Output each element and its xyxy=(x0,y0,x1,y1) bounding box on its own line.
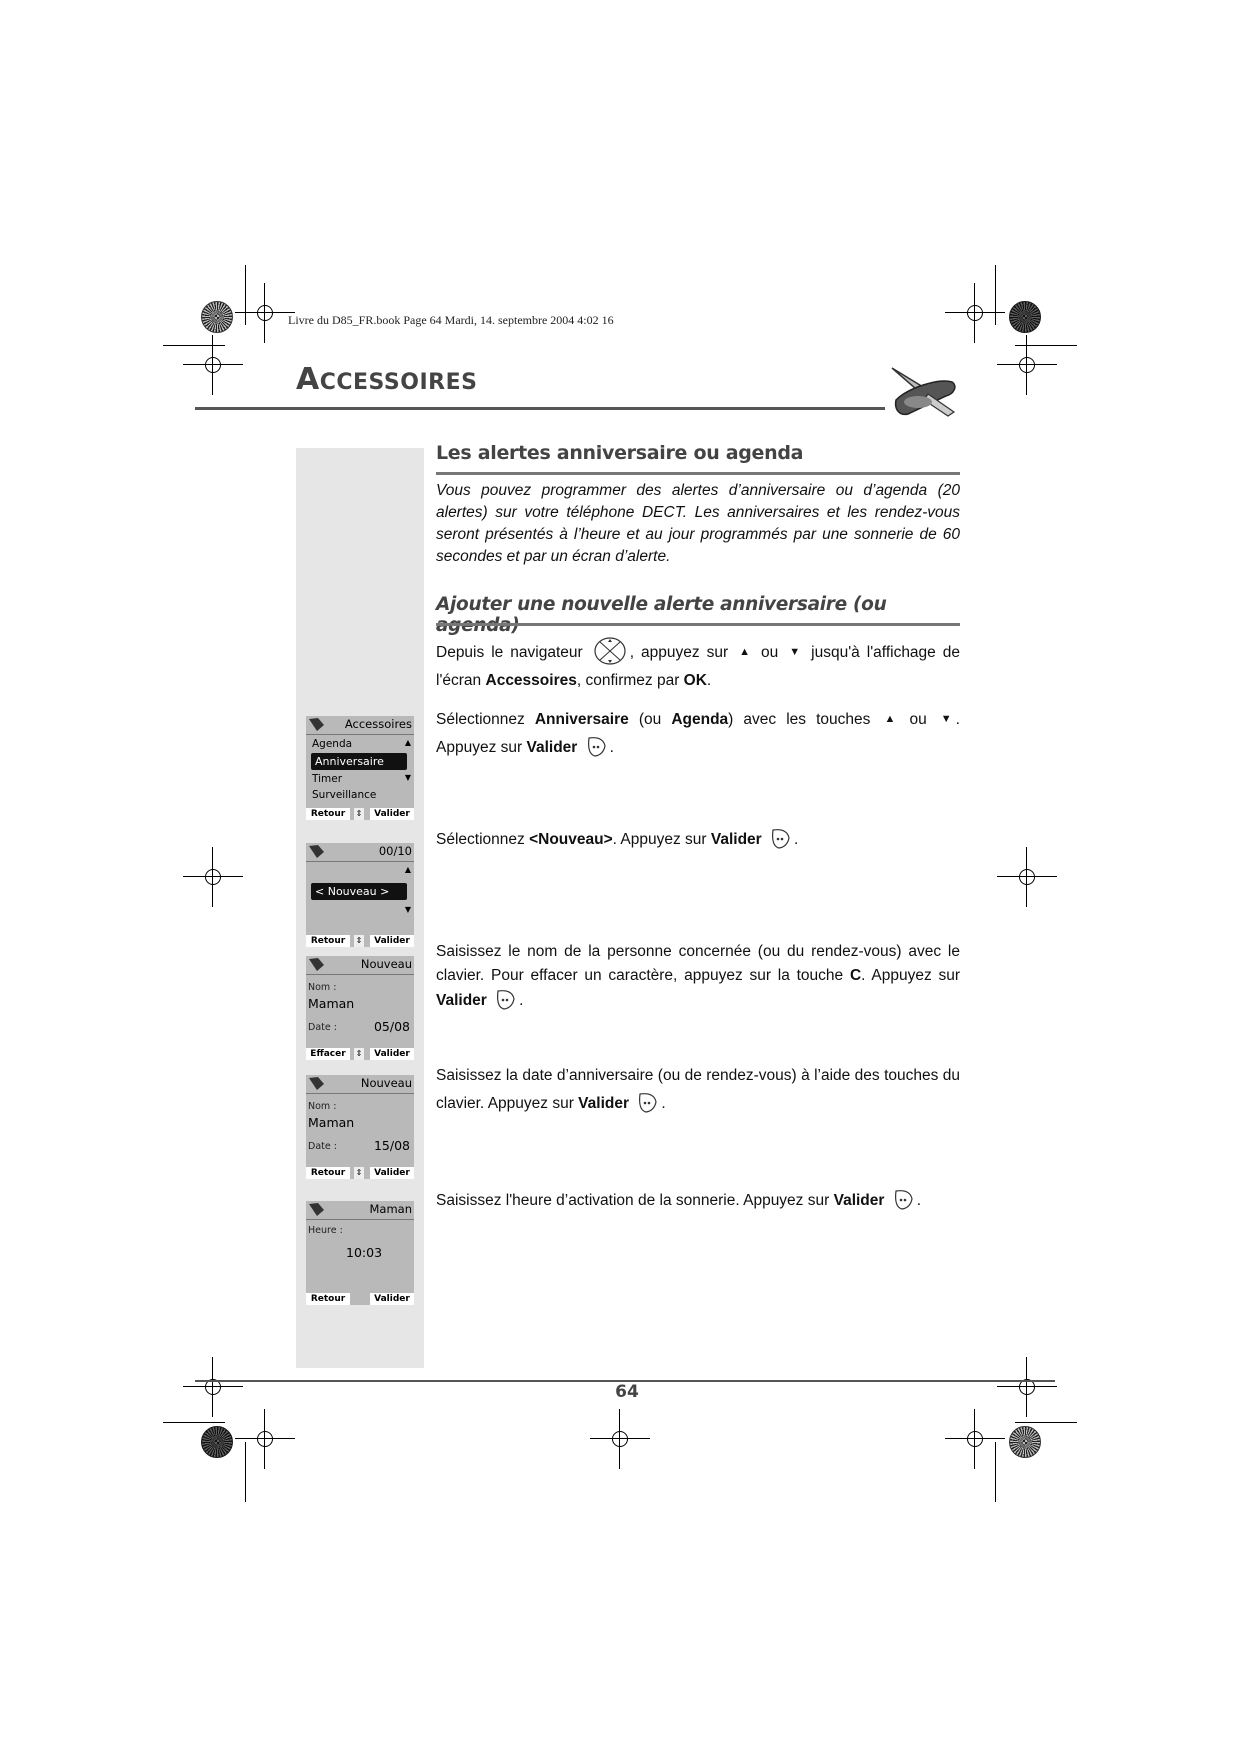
softkey-retour: Retour xyxy=(306,1167,350,1179)
valider-key-icon xyxy=(636,1091,658,1113)
scroll-down-icon: ▼ xyxy=(404,905,411,914)
screen-title: 00/10 xyxy=(378,844,412,858)
heading-alerts: Les alertes anniversaire ou agenda xyxy=(436,442,804,464)
softkey-retour: Retour xyxy=(306,1293,350,1305)
step-text: , confirmez par xyxy=(576,672,680,689)
softkey-valider: Valider xyxy=(370,808,414,820)
registration-mark xyxy=(1007,1367,1047,1407)
section-rule xyxy=(195,407,885,410)
registration-mark xyxy=(193,1367,233,1407)
step-2 xyxy=(436,705,960,762)
section-title xyxy=(296,362,477,397)
time-label: Heure : xyxy=(308,1225,343,1236)
step-keyword: Valider xyxy=(436,992,487,1009)
step-text: . xyxy=(661,1095,666,1112)
registration-mark xyxy=(1007,345,1047,385)
step-keyword: Anniversaire xyxy=(534,711,629,728)
heading-rule xyxy=(436,472,960,475)
screen-header xyxy=(306,843,414,862)
phone-screen-name-entry xyxy=(306,956,414,1060)
phone-screen-new xyxy=(306,843,414,947)
handset-icon xyxy=(308,1202,326,1217)
step-text: . Appuyez sur xyxy=(612,831,707,848)
handset-icon xyxy=(308,957,326,972)
softkey-effacer: Effacer xyxy=(306,1048,350,1060)
step-text: jusqu'à l'affichage de l'écran xyxy=(436,644,961,689)
screen-title: Nouveau xyxy=(360,957,412,971)
heading-add-alert: Ajouter une nouvelle alerte anniversaire (ou xyxy=(436,594,887,615)
print-info-line: Livre du D85_FR.book Page 64 Mardi, 14. septembre 2004 4:02 16 xyxy=(288,313,614,327)
step-text: . Appuyez sur xyxy=(861,967,961,984)
date-label: Date : xyxy=(308,1022,337,1033)
date-value: 05/08 xyxy=(373,1019,410,1034)
registration-mark xyxy=(193,857,233,897)
screen-footer xyxy=(306,1166,414,1179)
step-keyword: Valider xyxy=(526,739,578,756)
registration-mark xyxy=(600,1419,640,1459)
step-1 xyxy=(436,636,960,695)
step-text: ) avec les touches xyxy=(728,711,871,728)
screen-header xyxy=(306,1075,414,1094)
handset-icon xyxy=(308,844,326,859)
step-keyword: Valider xyxy=(578,1095,630,1112)
step-text: ou xyxy=(761,644,779,661)
valider-key-icon xyxy=(769,827,791,849)
valider-key-icon xyxy=(585,735,607,757)
up-arrow-icon: ▲ xyxy=(739,646,750,658)
name-label: Nom : xyxy=(308,1101,337,1112)
step-text: ou xyxy=(909,711,927,728)
step-keyword: Agenda xyxy=(671,711,729,728)
scroll-up-icon: ▲ xyxy=(404,738,411,747)
step-4 xyxy=(436,940,960,1013)
registration-mark xyxy=(955,293,995,333)
phone-screen-time-entry xyxy=(306,1201,414,1305)
step-text: . Appuyez sur xyxy=(436,711,960,756)
step-text: Sélectionnez xyxy=(436,711,525,728)
page-number: 64 xyxy=(615,1382,639,1402)
crop-mark xyxy=(163,1422,225,1423)
registration-mark xyxy=(955,1419,995,1459)
registration-mark xyxy=(1007,857,1047,897)
intro-paragraph: Vous pouvez programmer des alertes d’anniversaire ou d’agenda (20 alertes) sur votre téléphone DECT. Les anniversaires et les rendez-vous seront présentés à l’heure et au jour programmés par une sonnerie de 60 secondes et par un écran d’alerte. xyxy=(436,482,960,565)
color-wheel-icon xyxy=(1009,1426,1041,1458)
down-arrow-icon: ▼ xyxy=(940,713,952,725)
section-title-initial: A xyxy=(296,362,320,397)
crop-mark xyxy=(995,265,996,325)
menu-item-timer: Timer xyxy=(312,773,343,785)
valider-key-icon xyxy=(494,988,516,1010)
handset-icon xyxy=(308,1076,326,1091)
registration-mark xyxy=(193,345,233,385)
softkey-retour: Retour xyxy=(306,808,350,820)
softkey-valider: Valider xyxy=(370,1048,414,1060)
step-keyword: C xyxy=(849,967,862,984)
phone-screen-date-entry xyxy=(306,1075,414,1179)
crop-mark xyxy=(1015,1422,1077,1423)
name-value: Maman xyxy=(308,996,355,1011)
step-keyword: <Nouveau> xyxy=(529,831,613,848)
menu-item-surveillance: Surveillance xyxy=(312,789,377,801)
updown-arrows-icon: ⇕ xyxy=(355,809,363,818)
step-keyword: Valider xyxy=(710,831,762,848)
step-text: Depuis le navigateur xyxy=(436,644,583,661)
up-arrow-icon: ▲ xyxy=(884,713,896,725)
screen-header xyxy=(306,1201,414,1220)
name-value: Maman xyxy=(308,1115,355,1130)
color-wheel-icon xyxy=(201,301,233,333)
softkey-valider: Valider xyxy=(370,1293,414,1305)
valider-key-icon xyxy=(892,1188,914,1210)
scroll-down-icon: ▼ xyxy=(404,773,411,782)
screen-footer xyxy=(306,807,414,820)
step-text: Saisissez le nom de la personne concernée (ou du rendez-vous) avec le clavier. Pour effacer un caractère, appuyez sur la touche xyxy=(436,943,960,984)
scroll-up-icon: ▲ xyxy=(404,865,411,874)
color-wheel-icon xyxy=(1009,301,1041,333)
step-text: . xyxy=(706,672,712,689)
menu-item-anniversaire: Anniversaire xyxy=(311,753,407,770)
heading-rule xyxy=(436,623,960,626)
handset-icon xyxy=(308,717,326,732)
down-arrow-icon: ▼ xyxy=(789,646,801,658)
step-3 xyxy=(436,826,960,854)
step-keyword: Valider xyxy=(833,1192,885,1209)
softkey-valider: Valider xyxy=(370,1167,414,1179)
color-wheel-icon xyxy=(201,1426,233,1458)
screen-header xyxy=(306,716,414,735)
step-text: . xyxy=(609,739,614,756)
updown-arrows-icon: ⇕ xyxy=(355,936,363,945)
screen-footer xyxy=(306,1292,414,1305)
step-text: . xyxy=(916,1192,922,1209)
step-text: . xyxy=(794,831,799,848)
swiss-knife-icon xyxy=(888,360,960,422)
step-text: Saisissez la date d’anniversaire (ou de rendez-vous) à l’aide des touches du clavier. Appuyez sur xyxy=(436,1067,960,1112)
name-label: Nom : xyxy=(308,982,337,993)
date-value: 15/08 xyxy=(373,1138,410,1153)
screen-title: Accessoires xyxy=(344,717,412,731)
registration-mark xyxy=(245,1419,285,1459)
section-title-rest: CCESSOIRES xyxy=(319,370,478,395)
phone-screen-accessories xyxy=(306,716,414,820)
screen-footer xyxy=(306,934,414,947)
step-keyword: OK xyxy=(683,672,707,689)
time-value: 10:03 xyxy=(346,1245,383,1260)
screen-title: Maman xyxy=(369,1202,412,1216)
updown-arrows-icon: ⇕ xyxy=(355,1049,363,1058)
softkey-retour: Retour xyxy=(306,935,350,947)
step-6 xyxy=(436,1187,960,1215)
step-text: Saisissez l'heure d’activation de la sonnerie. Appuyez sur xyxy=(436,1192,830,1209)
menu-item-agenda: Agenda xyxy=(312,738,353,750)
date-label: Date : xyxy=(308,1141,337,1152)
registration-mark xyxy=(245,293,285,333)
screen-footer xyxy=(306,1047,414,1060)
crop-mark xyxy=(995,1442,996,1502)
softkey-valider: Valider xyxy=(370,935,414,947)
updown-arrows-icon: ⇕ xyxy=(355,1168,363,1177)
navigator-key-icon xyxy=(593,636,627,666)
screen-title: Nouveau xyxy=(360,1076,412,1090)
menu-item-nouveau: < Nouveau > xyxy=(311,883,407,900)
step-keyword: Accessoires xyxy=(485,672,577,689)
step-text: (ou xyxy=(638,711,662,728)
step-text: , appuyez sur xyxy=(629,644,729,661)
step-text: Sélectionnez xyxy=(436,831,525,848)
screen-header xyxy=(306,956,414,975)
step-text: . xyxy=(519,992,524,1009)
step-5 xyxy=(436,1062,960,1118)
